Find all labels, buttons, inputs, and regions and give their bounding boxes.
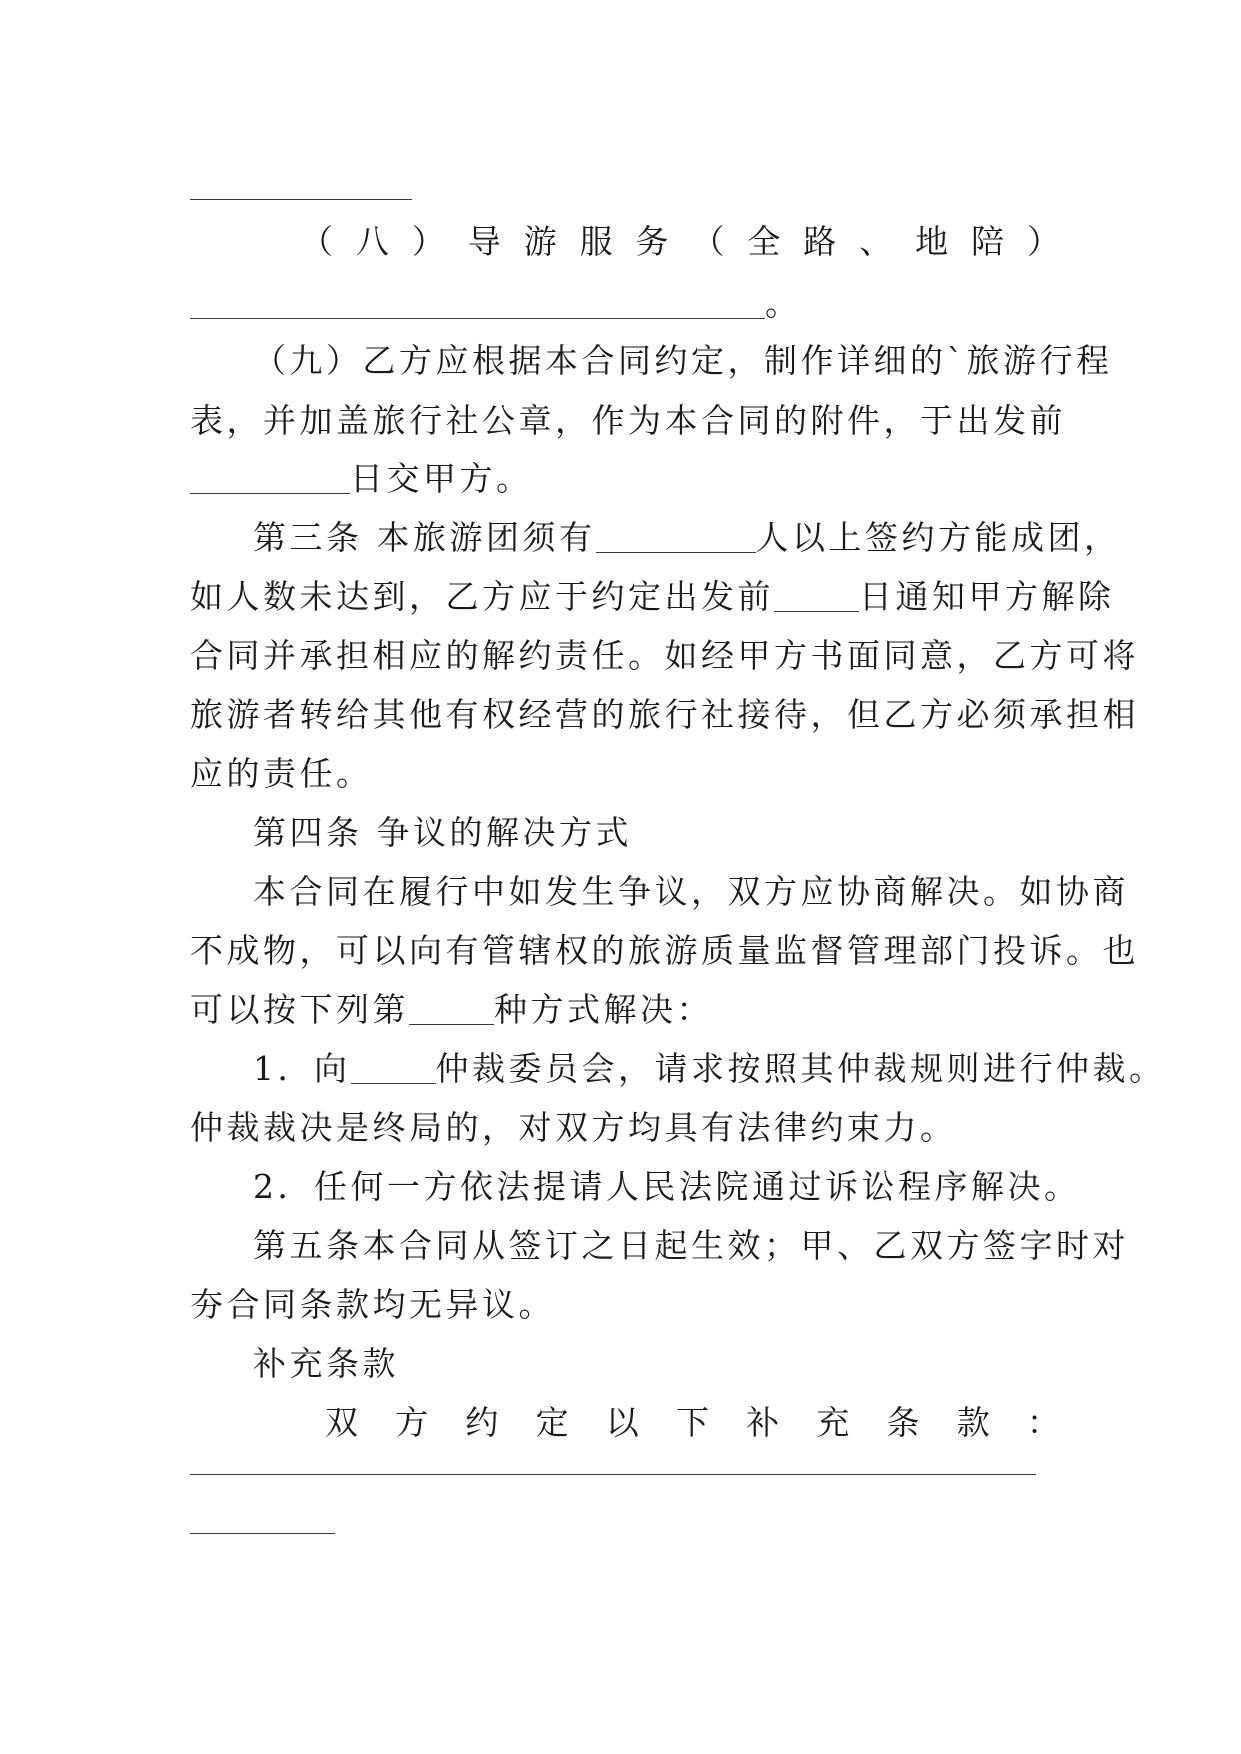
text: 人以上签约方能成团， (755, 518, 1121, 557)
article-4-option-1-line-2: 仲裁裁决是终局的，对双方均具有法律约束力。 (190, 1108, 957, 1147)
char: 充 (816, 1403, 850, 1442)
item-9-line-3 (190, 459, 1060, 499)
supplementary-intro (325, 1403, 1060, 1443)
char: （ (691, 222, 725, 261)
article-3-line-2 (190, 577, 1115, 617)
char: 款 (956, 1403, 990, 1442)
char: ： (1026, 1403, 1060, 1442)
char: 八 (355, 222, 389, 261)
blank-line (190, 199, 412, 200)
article-4-option-1 (253, 1049, 1166, 1089)
char: 路 (803, 222, 837, 261)
text: 如人数未达到，乙方应于约定出发前 (190, 577, 774, 616)
fill-blank (190, 491, 350, 494)
article-4-line-2: 不成物，可以向有管辖权的旅游质量监督管理部门投诉。也 (190, 931, 1139, 970)
fill-blank (409, 1022, 494, 1025)
article-4-title: 第四条 争议的解决方式 (253, 813, 632, 852)
text: 1．向 (253, 1049, 351, 1088)
char: 游 (523, 222, 557, 261)
article-5-line-1: 第五条本合同从签订之日起生效；甲、乙双方签字时对 (253, 1226, 1129, 1265)
supplementary-title: 补充条款 (253, 1344, 399, 1383)
text: 日通知甲方解除 (859, 577, 1115, 616)
char: 下 (675, 1403, 709, 1442)
char: 全 (747, 222, 781, 261)
article-5-line-2: 夯合同条款均无异议。 (190, 1285, 555, 1324)
char: 以 (605, 1403, 639, 1442)
article-3-line-1 (253, 518, 1121, 558)
char: 务 (635, 222, 669, 261)
text: 日交甲方。 (350, 459, 533, 498)
char: 陪 (971, 222, 1005, 261)
article-4-option-2: 2．任何一方依法提请人民法院通过诉讼程序解决。 (253, 1167, 1081, 1206)
char: ） (411, 222, 445, 261)
item-9-line-2: 表，并加盖旅行社公章，作为本合同的附件，于出发前 (190, 401, 1066, 440)
char: 方 (395, 1403, 429, 1442)
article-3-line-3: 合同并承担相应的解约责任。如经甲方书面同意，乙方可将 (190, 636, 1139, 675)
item-9-line-1: （九）乙方应根据本合同约定，制作详细的`旅游行程 (253, 341, 1113, 380)
article-3-line-4: 旅游者转给其他有权经营的旅行社接待，但乙方必须承担相 (190, 695, 1139, 734)
char: ） (1026, 222, 1060, 261)
char: （ (300, 222, 333, 261)
period: 。 (765, 284, 802, 323)
article-3-line-5: 应的责任。 (190, 754, 373, 793)
text: 仲裁委员会，请求按照其仲裁规则进行仲裁。 (435, 1049, 1166, 1088)
blank-line (190, 1533, 335, 1534)
char: 定 (535, 1403, 569, 1442)
blank-line (190, 1474, 1036, 1475)
text: 可以按下列第 (190, 990, 409, 1029)
item-8-blank-line (190, 284, 1060, 324)
text: 第三条 本旅游团须有 (253, 518, 596, 557)
item-8-heading (300, 222, 1060, 262)
char: 条 (886, 1403, 920, 1442)
char: 地 (915, 222, 949, 261)
article-4-line-3 (190, 990, 1060, 1030)
char: 补 (746, 1403, 780, 1442)
fill-blank (190, 316, 765, 319)
text: 种方式解决： (494, 990, 713, 1029)
char: 导 (467, 222, 501, 261)
char: 约 (465, 1403, 499, 1442)
article-4-line-1: 本合同在履行中如发生争议，双方应协商解决。如协商 (253, 872, 1129, 911)
char: 、 (859, 222, 893, 261)
char: 服 (579, 222, 613, 261)
fill-blank (596, 550, 756, 553)
fill-blank (774, 609, 859, 612)
char: 双 (325, 1403, 358, 1442)
fill-blank (351, 1081, 436, 1084)
